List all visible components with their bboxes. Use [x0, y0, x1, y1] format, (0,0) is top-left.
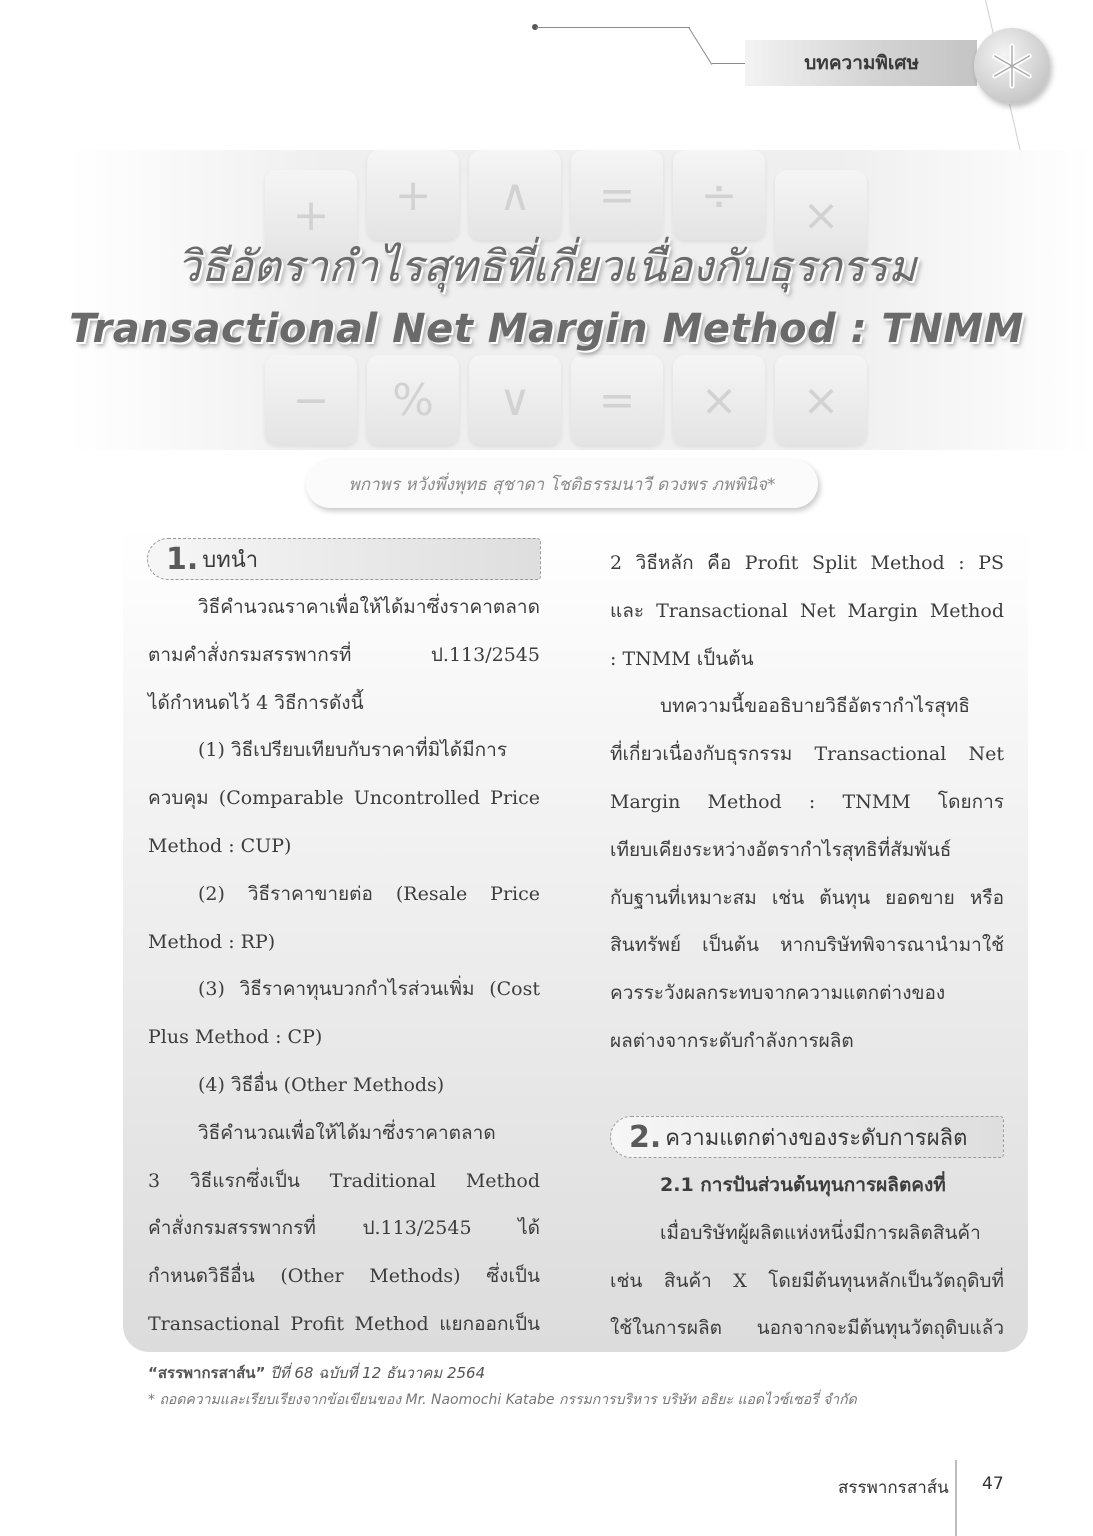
text-line: Margin Method : TNMM โดยการ [610, 790, 1004, 813]
text-line: Transactional Profit Method แยกออกเป็น [148, 1312, 540, 1335]
text-line: (1) วิธีเปรียบเทียบกับราคาที่มิได้มีการ [198, 739, 508, 762]
text-line: สินทรัพย์ เป็นต้น หากบริษัทพิจารณานำมาใช้ [610, 934, 1004, 957]
journal-citation [148, 1361, 485, 1385]
footnote: * ถอดความและเรียบเรียงจากข้อเขียนของ Mr. Naomochi Katabe กรรมการบริหาร บริษัท อธิยะ แอดไวซ์เซอรี่ จำกัด [148, 1392, 857, 1408]
text-line: ควรระวังผลกระทบจากความแตกต่างของ [610, 982, 946, 1005]
decor-key: = [571, 150, 663, 240]
text-line: กับฐานที่เหมาะสม เช่น ต้นทุน ยอดขาย หรือ [610, 886, 1004, 909]
article-title-thai: วิธีอัตรากำไรสุทธิที่เกี่ยวเนื่องกับธุรกรรม [176, 242, 917, 292]
decor-key: ∨ [469, 355, 561, 445]
decor-key: ∧ [469, 150, 561, 240]
right-column-section-2 [610, 1162, 1004, 1353]
decor-key: ÷ [673, 150, 765, 240]
section-1-heading [147, 538, 541, 580]
text-line: Plus Method : CP) [148, 1026, 323, 1049]
text-line: กำหนดวิธีอื่น (Other Methods) ซึ่งเป็น [148, 1265, 540, 1288]
decor-key: × [775, 355, 867, 445]
text-line: ได้กำหนดไว้ 4 วิธีการดังนี้ [148, 691, 364, 714]
text-line: (2) วิธีราคาขายต่อ (Resale Price [198, 882, 540, 905]
text-line: เช่น สินค้า X โดยมีต้นทุนหลักเป็นวัตถุดิบที่ [610, 1269, 1004, 1292]
decor-key: − [265, 355, 357, 445]
page-number: 47 [982, 1474, 1004, 1494]
text-line: ใช้ในการผลิต นอกจากจะมีต้นทุนวัตถุดิบแล้ว [610, 1317, 1004, 1340]
text-line: และ Transactional Net Margin Method [610, 599, 1004, 622]
section-number: 1. [166, 541, 199, 577]
journal-name: “สรรพากรสาส์น” [148, 1364, 266, 1382]
text-line: Method : CUP) [148, 834, 292, 857]
section-2-heading [610, 1116, 1004, 1158]
header-rule-diagonal [688, 27, 712, 65]
section-number: 2. [629, 1119, 662, 1155]
text-line: วิธีคำนวณเพื่อให้ได้มาซึ่งราคาตลาด [198, 1121, 496, 1144]
text-line: เทียบเคียงระหว่างอัตรากำไรสุทธิที่สัมพันธ์ [610, 838, 952, 861]
text-line: (4) วิธีอื่น (Other Methods) [198, 1073, 445, 1096]
journal-issue: ปีที่ 68 ฉบับที่ 12 ธันวาคม 2564 [270, 1364, 486, 1382]
section-tag: บทความพิเศษ [745, 40, 977, 86]
text-line: (3) วิธีราคาทุนบวกกำไรส่วนเพิ่ม (Cost [198, 978, 540, 1001]
section-title: ความแตกต่างของระดับการผลิต [665, 1125, 968, 1151]
text-line: คำสั่งกรมสรรพากรที่ ป.113/2545 ได้ [148, 1217, 540, 1240]
text-line: Method : RP) [148, 930, 276, 953]
article-title-english: Transactional Net Margin Method : TNMM [69, 306, 1024, 352]
text-line: บทความนี้ขออธิบายวิธีอัตรากำไรสุทธิ [660, 695, 970, 718]
text-line: ตามคำสั่งกรมสรรพากรที่ ป.113/2545 [148, 643, 540, 666]
author-line: พกาพร หวังพึ่งพุทธ สุชาดา โชติธรรมนาวี ดวงพร ภพพินิจ* [306, 460, 818, 508]
subsection-heading: 2.1 การปันส่วนต้นทุนการผลิตคงที่ [660, 1174, 946, 1196]
section-badge [974, 28, 1050, 104]
left-column [148, 584, 540, 1349]
footer-divider [955, 1460, 957, 1536]
decor-key: + [265, 170, 357, 260]
decor-key: × [775, 170, 867, 260]
text-line: ที่เกี่ยวเนื่องกับธุรกรรม Transactional Net [610, 743, 1004, 766]
decor-key: + [367, 150, 459, 240]
header-rule [536, 27, 690, 28]
right-column [610, 540, 1004, 1066]
text-line: : TNMM เป็นต้น [610, 647, 754, 670]
section-title: บทนำ [202, 547, 259, 573]
running-footer-title: สรรพากรสาส์น [838, 1478, 949, 1498]
text-line: วิธีคำนวณราคาเพื่อให้ได้มาซึ่งราคาตลาด [198, 596, 540, 618]
decor-key: % [367, 355, 459, 445]
text-line: 3 วิธีแรกซึ่งเป็น Traditional Method [148, 1169, 540, 1192]
text-line: ควบคุม (Comparable Uncontrolled Price [148, 787, 540, 810]
asterisk-icon [986, 40, 1038, 92]
text-line: ผลต่างจากระดับกำลังการผลิต [610, 1029, 854, 1052]
text-line: เมื่อบริษัทผู้ผลิตแห่งหนึ่งมีการผลิตสินค้า [660, 1221, 981, 1244]
decor-key: × [673, 355, 765, 445]
decor-key: = [571, 355, 663, 445]
text-line: 2 วิธีหลัก คือ Profit Split Method : PS [610, 552, 1004, 574]
